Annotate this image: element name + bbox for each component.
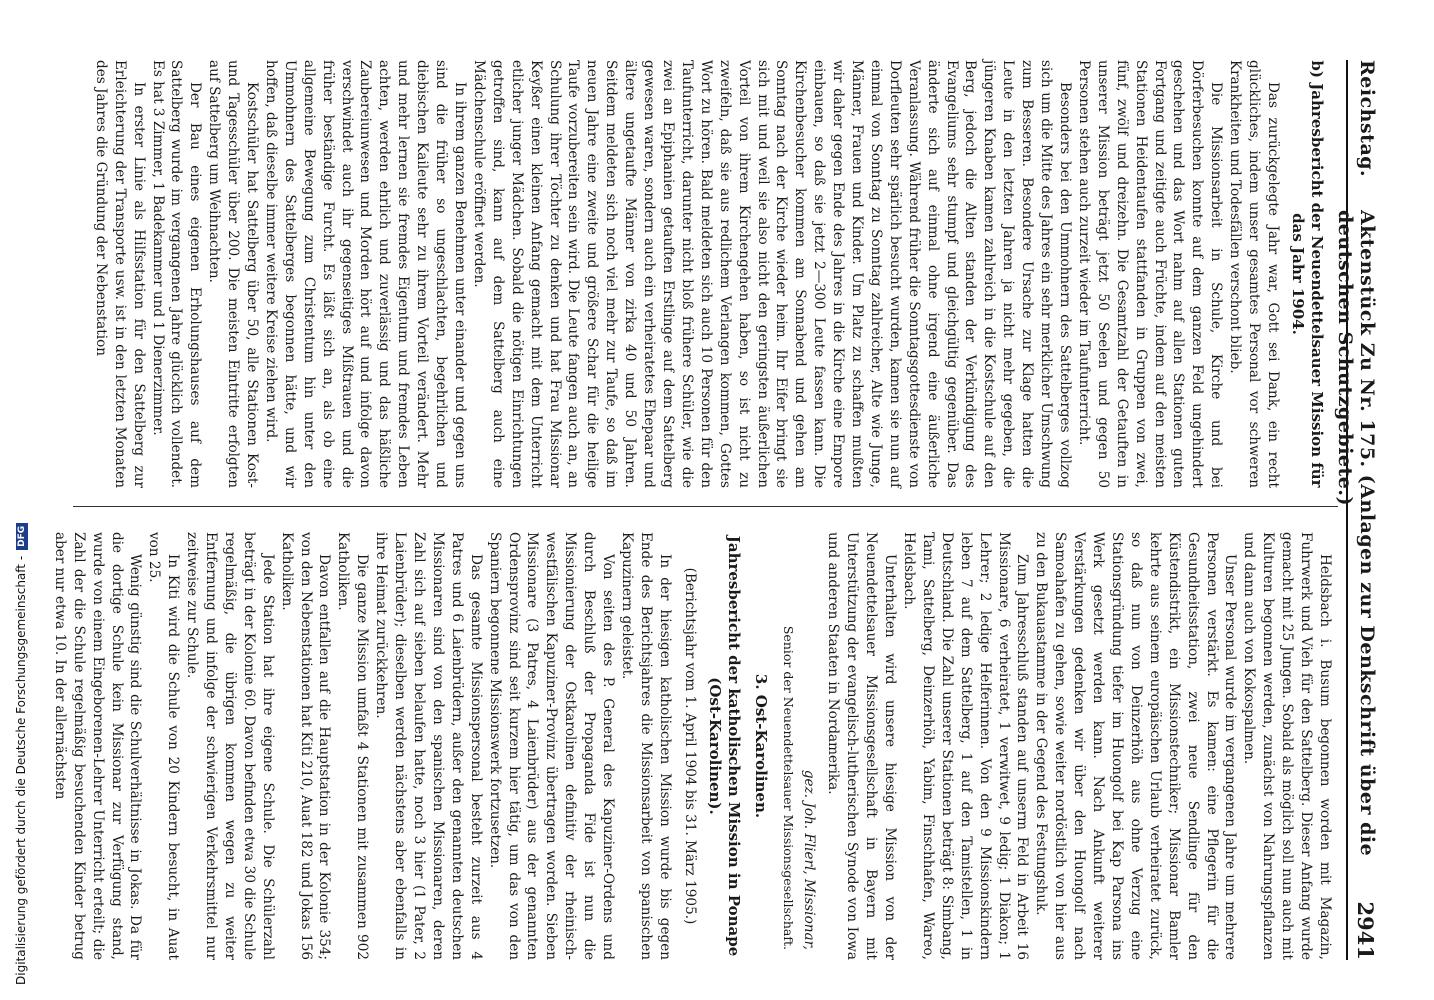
paragraph: Das gesamte Missionspersonal besteht zurzeit aus 4 Patres und 6 Laienbrüdern, außer den genannten deutschen Missionaren sind von den spanischen Missionaren, deren Zahl sich auf sieben belaufen hatte, noch 3 hier (1 Pater, 2 Laienbrüder); dieselben werden nächstens aber ebenfalls in ihre Heimat zurückkehren. xyxy=(373,532,484,960)
publication-name: Reichstag. xyxy=(1356,60,1378,178)
paragraph: Die ganze Mission umfaßt 4 Stationen mit zusammen 902 Katholiken. xyxy=(335,532,371,960)
paragraph: In erster Linie als Hilfsstation für den Sattelberg zur Erleichterung der Transporte usw. ist in den letzten Monaten des Jahres die Gründung der Nebenstation xyxy=(92,60,147,488)
subsection-heading: Jahresbericht der katholischen Mission in Ponape (Ost-Karolinen). xyxy=(705,535,743,957)
signature: gez. Joh. Flierl, Missionar, xyxy=(800,769,817,950)
paragraph: Zum Jahresschluß standen auf unserm Feld in Arbeit 16 Missionare, 6 verheiratet, 1 verwitwet, 9 ledig; 1 Diakon; 1 Lehrer; 2 ledige Helferinnen. Von den 9 Missionskindern leben 7 auf dem Sattelberg, 1 auf den Tamistellen, 1 in Deutschland. Die Zahl unserer Stationen beträgt 8: Simbang, Tami, Sattelberg, Deinzerhöh, Yabim, Finschhafen, Wareo, Heldsbach. xyxy=(901,532,1031,960)
page-title: Aktenstück Zu Nr. 175. (Anlagen zur Denkschrift über die deutschen Schutzgebiete.) xyxy=(1334,210,1378,857)
paragraph: Heldsbach i. Busum begonnen worden mit Magazin, Fuhrwerk und Vieh für den Sattelberg. Dieser Anfang wurde gemacht mit 25 Jungen. Sobald als möglich soll nun auch mit Kulturen begonnen werden, zunächst von Nahrungspflanzen und dann auch von Kokospalmen. xyxy=(1241,532,1333,960)
funding-footer xyxy=(14,523,28,985)
section-title: b) Jahresbericht der Neuendettelsauer Mission für das Jahr 1904. xyxy=(1289,60,1326,488)
footer-text: Digitalisierung gefördert durch die Deutsche Forschungsgemeinschaft - xyxy=(14,555,28,985)
page-number: 2941 xyxy=(1353,901,1378,960)
paragraph: Wenig günstig sind die Schulverhältnisse in Jokas. Da für die dortige Schule kein Missionar zur Verfügung stand, wurde von einem Eingeborenen-Lehrer Unterricht erteilt; die Zahl der die Schule regelmäßig besuchenden Kinder betrug aber nur etwa 10. In der allernächsten xyxy=(51,532,144,960)
paragraph: Von seiten des P. General des Kapuziner-Ordens und durch Beschluß der Propaganda Fide ist nun die Missionierung der Ostkarolinen definitiv der rheinisch-westfälischen Kapuziner-Provinz übertragen worden. Sieben Missionare (3 Patres, 4 Laienbrüder) aus der genannten Ordensprovinz sind seit kurzem hier tätig, um das von den Spaniern begonnene Missionswerk fortzusetzen. xyxy=(486,532,617,960)
paragraph: Das zurückgelegte Jahr war, Gott sei Dank, ein recht glückliches, indem unser gesamtes Personal vor schweren Krankheiten und Todesfällen verschont blieb. xyxy=(1227,60,1281,488)
paragraph: In der hiesigen katholischen Mission wurde bis gegen Ende des Berichtsjahres die Missionsarbeit von spanischen Kapuzinern geleistet. xyxy=(619,532,673,960)
right-column xyxy=(51,532,1334,960)
paragraph: Davon entfallen auf die Hauptstation in der Kolonie 354; von den Nebenstationen hat Kiti 210, Auat 182 und Jokas 156 Katholiken. xyxy=(278,532,333,960)
page-header xyxy=(1334,60,1384,960)
paragraph: Der Bau eines eigenen Erholungshauses auf dem Sattelberg wurde im vergangenen Jahre glücklich vollendet. Es hat 3 Zimmer, 1 Badekammer und 1 Dienerzimmer. xyxy=(149,60,204,488)
report-period: (Berichtsjahr vom 1. April 1904 bis 31. März 1905.) xyxy=(681,567,698,925)
section-heading: 3. Ost-Karolinen. xyxy=(751,673,770,819)
paragraph: Jede Station hat ihre eigene Schule. Die Schülerzahl beträgt in der Kolonie 60. Davon befinden etwa 30 die Schule regelmäßig, die übrigen kommen wegen zu weiter Entfernung und infolge der schwierigen Verkehrsmittel nur zeitweise zur Schule. xyxy=(184,532,276,960)
paragraph: In ihrem ganzen Benehmen unter einander und gegen uns sind die früher so ungeschlachten, begehrlichen und diebischen Kaileute sehr zu ihrem Vorteil verändert. Mehr und mehr lernen sie fremdes Eigentum und fremdes Leben achten, werden ehrlich und zuverlässig und das häßliche Zaubereiunwesen und Morden hört auf und infolge davon verschwindet auch ihr gegenseitiges Mißtrauen und die früher beständige Furcht. Es läßt sich an, als ob eine allgemeine Bewegung zum Christentum hin unter den Ummohnern des Sattelberges begonnen hätte, und wir hoffen, daß dieselbe immer weitere Kreise ziehen wird. xyxy=(262,60,469,488)
dfg-logo: DFG xyxy=(16,523,28,550)
paragraph: Die Missionsarbeit in Schule, Kirche und bei Dörferbesuchen konnte auf dem ganzen Feld ungehindert geschehen und das Wort nahm auf allen Stationen guten Fortgang und zeitigte auch Früchte, indem auf den meisten Stationen Heidentaufen stattfanden in Gruppen von zwei, fünf, zwölf und dreizehn. Die Gesamtzahl der Getauften in unserer Mission beträgt jetzt 50 Seelen und gegen 50 Personen stehen auch zurzeit wieder im Taufunterricht. xyxy=(1075,60,1225,488)
paragraph: Besonders bei den Ummohnern des Sattelberges vollzog sich um die Mitte des Jahres ein sehr merklicher Umschwung zum Besseren. Besondere Ursache zur Klage hatten die Leute in den letzten Jahren ja nicht mehr gegeben, die jüngeren Knaben kamen zahlreich in die Kostschule auf den Berg, jedoch die Alten standen der Verkündigung des Evangeliums sehr stumpf und gleichgültig gegenüber. Das änderte sich auf einmal ohne irgend eine äußerliche Veranlassung. Während früher die Sonntagsgottesdienste von Dorfleuten sehr spärlich besucht wurden, kamen sie nun auf einmal von Sonntag zu Sonntag zahlreicher, Alte wie Junge, Männer, Frauen und Kinder. Um Platz zu schaffen mußten wir daher gegen Ende des Jahres in die Kirche eine Empore einbauen, so daß sie jetzt 2—300 Leute fassen kann. Die Kirchenbesucher kommen am Sonnabend und gehen am Sonntag nach der Kirche wieder heim. Ihr Eifer bringt sie sich mit und weil sie also nicht den geringsten äußerlichen Vorteil von ihrem Kirchengehen haben, so ist nicht zu zweifeln, daß sie aus redlichem Verlangen kommen, Gottes Wort zu hören. Bald meldeten sich auch 10 Personen für den Taufunterricht, darunter nicht bloß frühere Schüler, wie die zwei an Epiphanien getauften Erstlinge auf dem Sattelberg gewesen waren, sondern auch ein verheiratetes Ehepaar und ältere ungetaufte Männer von zirka 40 und 50 Jahren. Seitdem meldeten sich noch viel mehr zur Taufe, so daß im neuen Jahre eine zweite und größere Schar für die heilige Taufe vorzubereiten sein wird. Die Leute fangen auch an, an Schulung ihrer Töchter zu denken und hat Frau Missionar Keyßer einen kleinen Anfang gemacht mit dem Unterricht etlicher junger Mädchen. Sobald die nötigen Einrichtungen getroffen sind, kann auf dem Sattelberg auch eine Mädchenschule eröffnet werden. xyxy=(470,60,1074,488)
paragraph: Kostschüler hat Sattelberg über 50, alle Stationen Kost- und Tagesschüler über 200. Die meisten Eintritte erfolgten auf Sattelberg um Weihnachten. xyxy=(206,60,261,488)
column-divider xyxy=(73,506,1338,507)
paragraph: In Kiti wird die Schule von 20 Kindern besucht, in Auat von 25. xyxy=(146,532,182,960)
paragraph: Unser Personal wurde im vergangenen Jahre um mehrere Personen verstärkt. Es kamen: eine Pflegerin für die Gesundheitsstation, zwei neue Sendlinge für den Küstendistrikt, ein Missionstechniker; Missionar Bamler kehrte aus seinem europäischen Urlaub verheiratet zurück, so daß nun von Deinzerhöh aus ohne Verzug eine Stationsgründung tiefer im Huongolf bei Kap Parsona ins Werk gesetzt werden kann. Nach Ankunft weiterer Verstärkungen gedenken wir über den Huongolf nach Samoahafen zu gehen, sowie weiter nordöstlich von hier aus zu den Bukauastamme in der Gegend des Festungshuk. xyxy=(1033,532,1239,960)
left-column xyxy=(74,60,1334,488)
signature-title: Senior der Neuendettelsauer Missionsgesellschaft. xyxy=(780,625,796,950)
paragraph: Unterhalten wird unsere hiesige Mission von der Neuendettelsauer Missionsgesellschaft in Bayern mit Unterstützung der evangelisch-lutherischen Synode von Iowa und anderen Staaten in Nordamerika. xyxy=(825,532,899,960)
